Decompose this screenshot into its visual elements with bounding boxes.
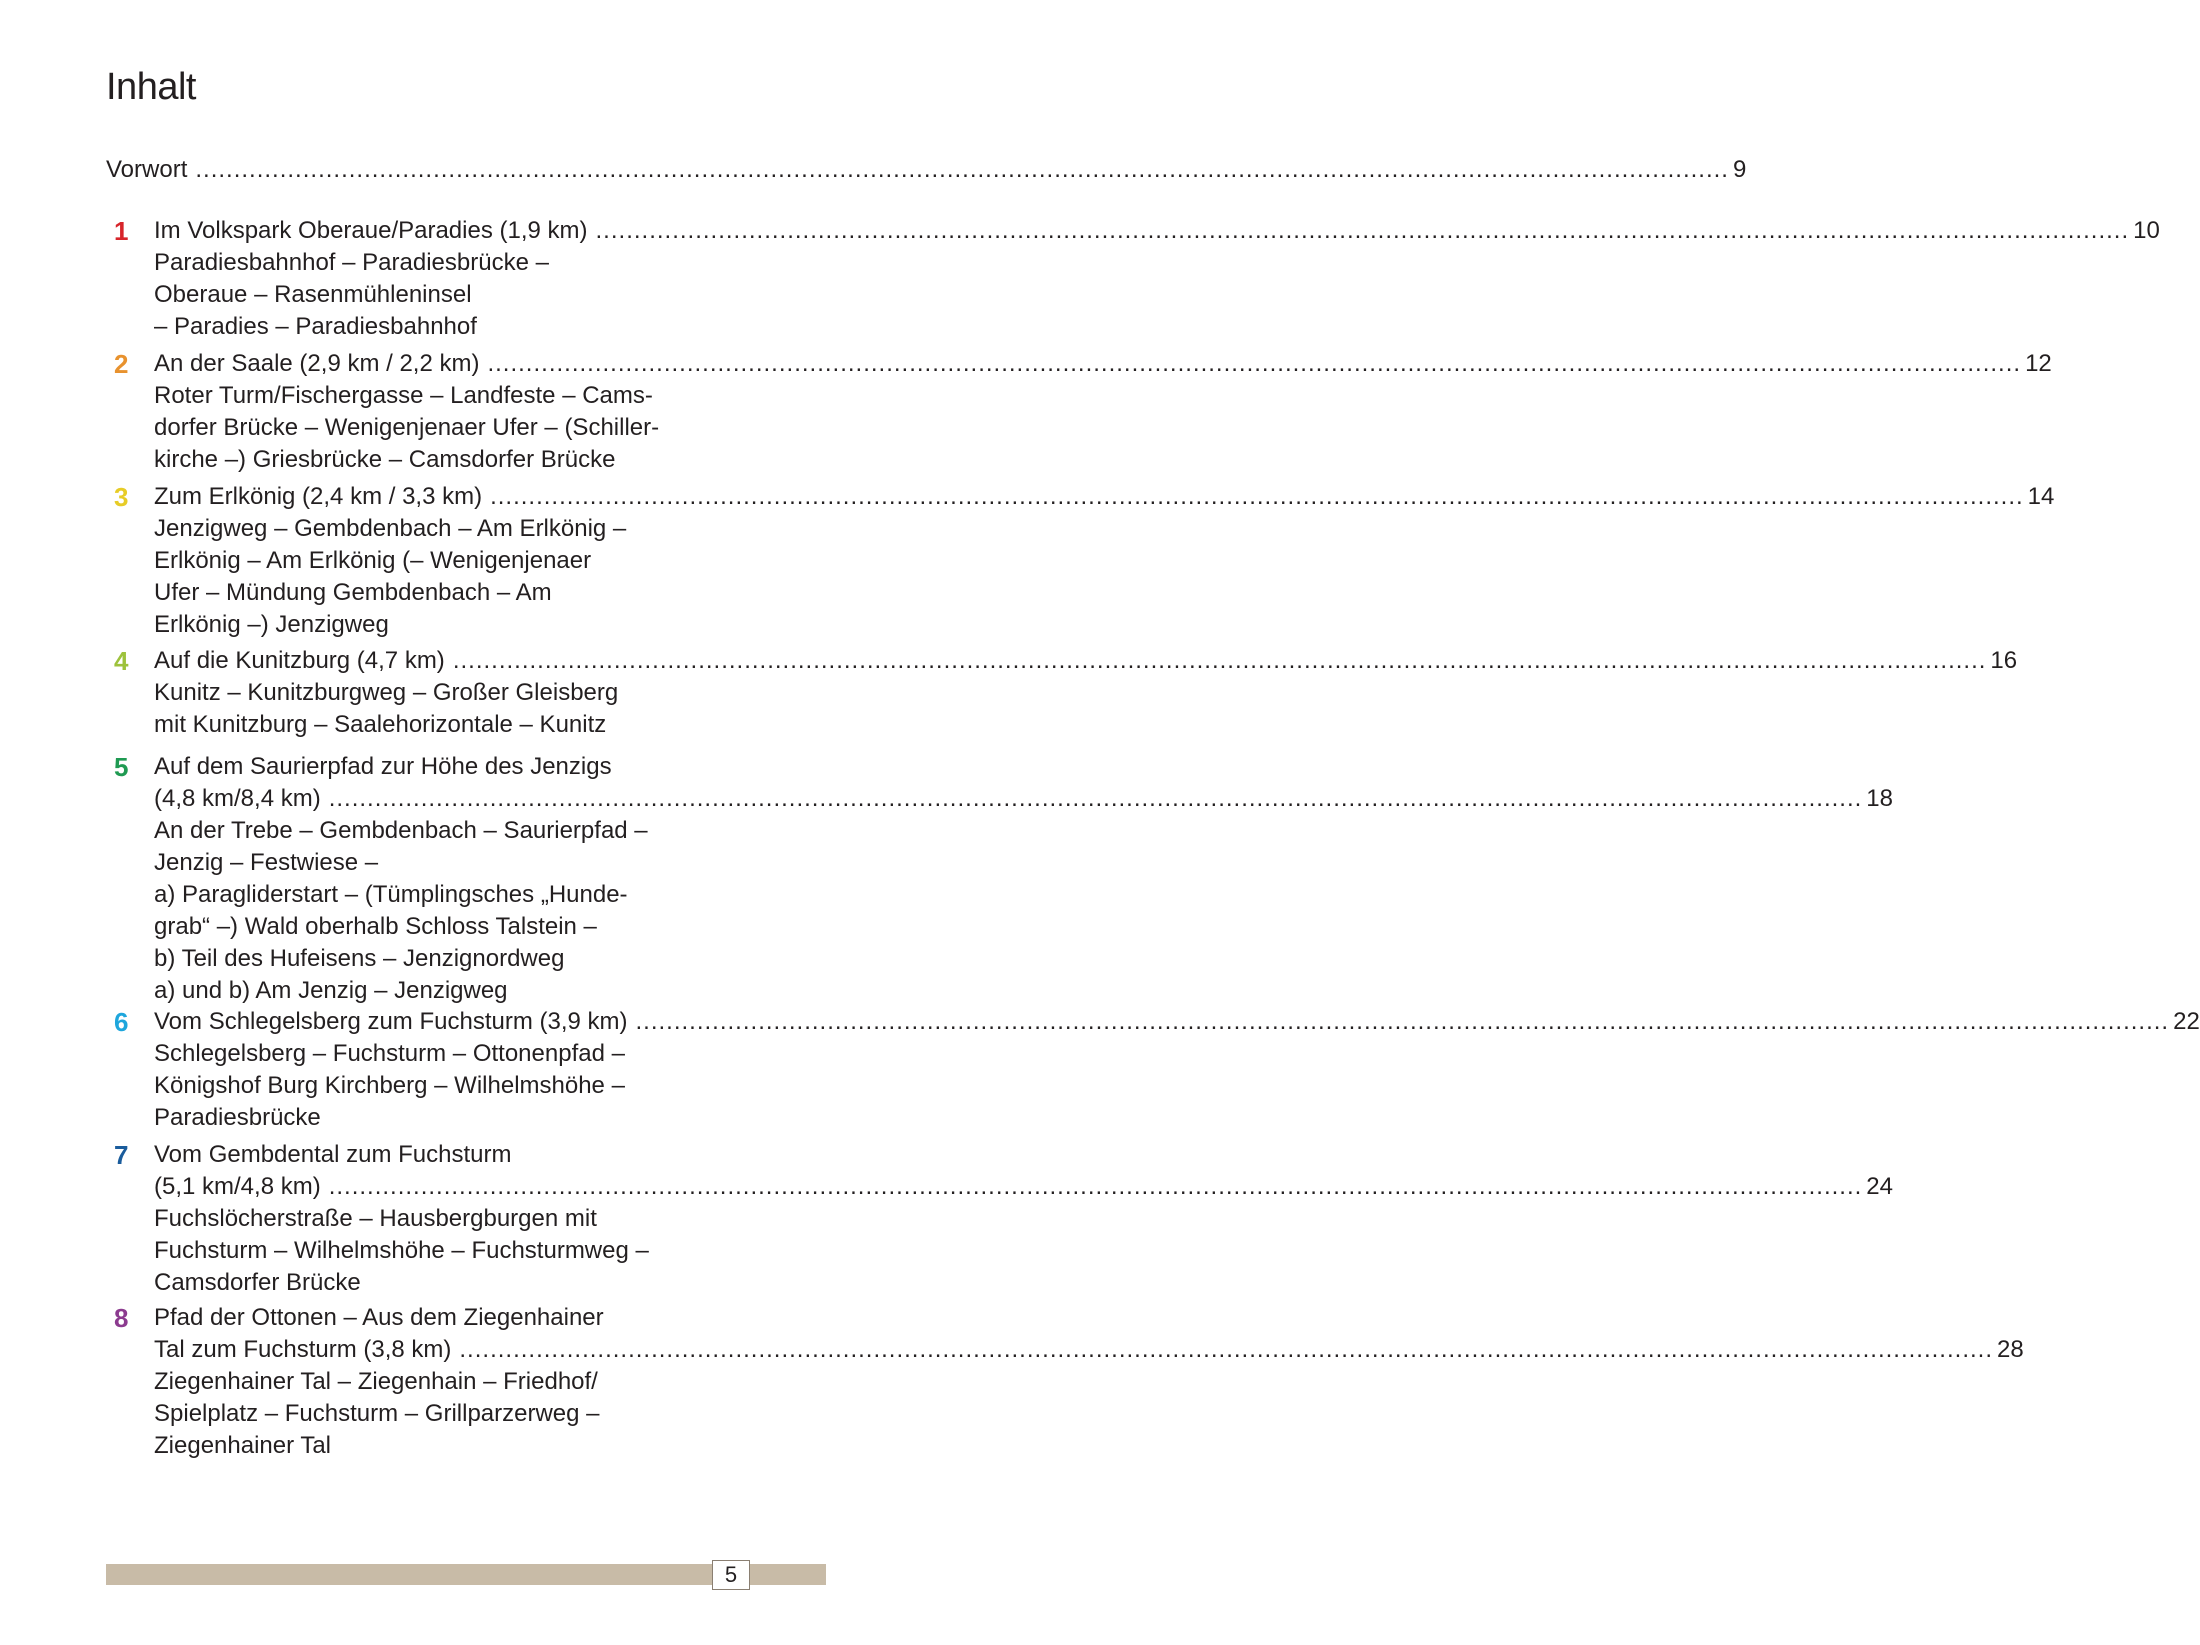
leader-dots: ........................................................................................................................................................................................................ (195, 156, 1729, 183)
chapter-page: 18 (1866, 785, 1893, 812)
leader-dots: ........................................................................................................................................................................................................ (328, 1173, 1863, 1200)
chapter-number: 2 (114, 349, 129, 379)
chapter-title-text: Zum Erlkönig (2,4 km / 3,3 km) (154, 483, 483, 510)
chapter-title (154, 645, 2018, 677)
chapter-title-text: Vom Schlegelsberg zum Fuchsturm (3,9 km) (154, 1008, 628, 1035)
chapter-title (154, 1006, 2200, 1038)
route-line: Oberaue – Rasenmühleninsel (154, 281, 472, 308)
chapter-title-text: Im Volkspark Oberaue/Paradies (1,9 km) (154, 217, 588, 244)
route-line: Spielplatz – Fuchsturm – Grillparzerweg – (154, 1400, 600, 1427)
chapter-title-line: Vom Gembdental zum Fuchsturm (154, 1141, 512, 1168)
chapter-title (154, 348, 2052, 380)
route-line: Jenzigweg – Gembdenbach – Am Erlkönig – (154, 515, 627, 542)
chapter-title-text: Auf die Kunitzburg (4,7 km) (154, 647, 445, 674)
chapter-number: 5 (114, 752, 129, 782)
route-line: Kunitz – Kunitzburgweg – Großer Gleisberg (154, 679, 619, 706)
leader-dots: ........................................................................................................................................................................................................ (459, 1336, 1993, 1363)
route-line: Erlkönig – Am Erlkönig (– Wenigenjenaer (154, 547, 592, 574)
leader-dots: ........................................................................................................................................................................................................ (328, 785, 1863, 812)
toc-entry-vorwort[interactable] (106, 154, 1747, 186)
route-line: grab“ –) Wald oberhalb Schloss Talstein – (154, 913, 597, 940)
chapter-title-text: Tal zum Fuchsturm (3,8 km) (154, 1336, 452, 1363)
route-line: mit Kunitzburg – Saalehorizontale – Kunitz (154, 711, 607, 738)
route-line: dorfer Brücke – Wenigenjenaer Ufer – (Schiller- (154, 414, 660, 441)
route-line: An der Trebe – Gembdenbach – Saurierpfad – (154, 817, 648, 844)
leader-dots: ........................................................................................................................................................................................................ (635, 1008, 2170, 1035)
chapter-title-text: (4,8 km/8,4 km) (154, 785, 321, 812)
route-line: Fuchsturm – Wilhelmshöhe – Fuchsturmweg – (154, 1237, 649, 1264)
route-line: Roter Turm/Fischergasse – Landfeste – Cams- (154, 382, 653, 409)
chapter-number: 7 (114, 1140, 129, 1170)
route-line: – Paradies – Paradiesbahnhof (154, 313, 477, 340)
chapter-page: 28 (1996, 1336, 2024, 1363)
chapter-title-line: Pfad der Ottonen – Aus dem Ziegenhainer (154, 1304, 604, 1331)
chapter-number: 4 (114, 646, 129, 676)
chapter-page: 10 (2133, 217, 2160, 244)
chapter-page: 14 (2027, 483, 2055, 510)
leader-dots: ........................................................................................................................................................................................................ (595, 217, 2130, 244)
chapter-title-line: Auf dem Saurierpfad zur Höhe des Jenzigs (154, 753, 612, 780)
leader-dots: ........................................................................................................................................................................................................ (452, 647, 1987, 674)
chapter-title (154, 215, 2160, 247)
page-number: 5 (712, 1560, 750, 1590)
route-line: b) Teil des Hufeisens – Jenzignordweg (154, 945, 565, 972)
chapter-page: 24 (1866, 1173, 1893, 1200)
chapter-page: 12 (2025, 350, 2052, 377)
chapter-number: 6 (114, 1007, 129, 1037)
leader-dots: ........................................................................................................................................................................................................ (490, 483, 2024, 510)
chapter-number: 3 (114, 482, 129, 512)
route-line: Ziegenhainer Tal (154, 1432, 332, 1459)
chapter-page: 16 (1990, 647, 2018, 674)
chapter-title (154, 783, 1893, 815)
chapter-title (154, 1334, 2024, 1366)
chapter-number: 8 (114, 1303, 129, 1333)
chapter-page: 22 (2173, 1008, 2200, 1035)
vorwort-label: Vorwort (106, 156, 188, 183)
route-line: Erlkönig –) Jenzigweg (154, 611, 389, 638)
route-line: a) Paragliderstart – (Tümplingsches „Hunde- (154, 881, 628, 908)
vorwort-page: 9 (1732, 156, 1747, 183)
route-line: Fuchslöcherstraße – Hausbergburgen mit (154, 1205, 597, 1232)
route-line: Ufer – Mündung Gembdenbach – Am (154, 579, 552, 606)
route-line: Paradiesbrücke (154, 1104, 321, 1131)
route-line: Ziegenhainer Tal – Ziegenhain – Friedhof/ (154, 1368, 598, 1395)
page-title: Inhalt (106, 66, 196, 108)
chapter-title (154, 481, 2055, 513)
chapter-title (154, 1171, 1893, 1203)
chapter-title-text: An der Saale (2,9 km / 2,2 km) (154, 350, 480, 377)
route-line: Jenzig – Festwiese – (154, 849, 379, 876)
leader-dots: ........................................................................................................................................................................................................ (487, 350, 2022, 377)
route-line: Paradiesbahnhof – Paradiesbrücke – (154, 249, 549, 276)
route-line: Camsdorfer Brücke (154, 1269, 361, 1296)
route-line: kirche –) Griesbrücke – Camsdorfer Brücke (154, 446, 616, 473)
route-line: a) und b) Am Jenzig – Jenzigweg (154, 977, 508, 1004)
chapter-title-text: (5,1 km/4,8 km) (154, 1173, 321, 1200)
route-line: Schlegelsberg – Fuchsturm – Ottonenpfad – (154, 1040, 625, 1067)
chapter-number: 1 (114, 216, 129, 246)
route-line: Königshof Burg Kirchberg – Wilhelmshöhe – (154, 1072, 625, 1099)
